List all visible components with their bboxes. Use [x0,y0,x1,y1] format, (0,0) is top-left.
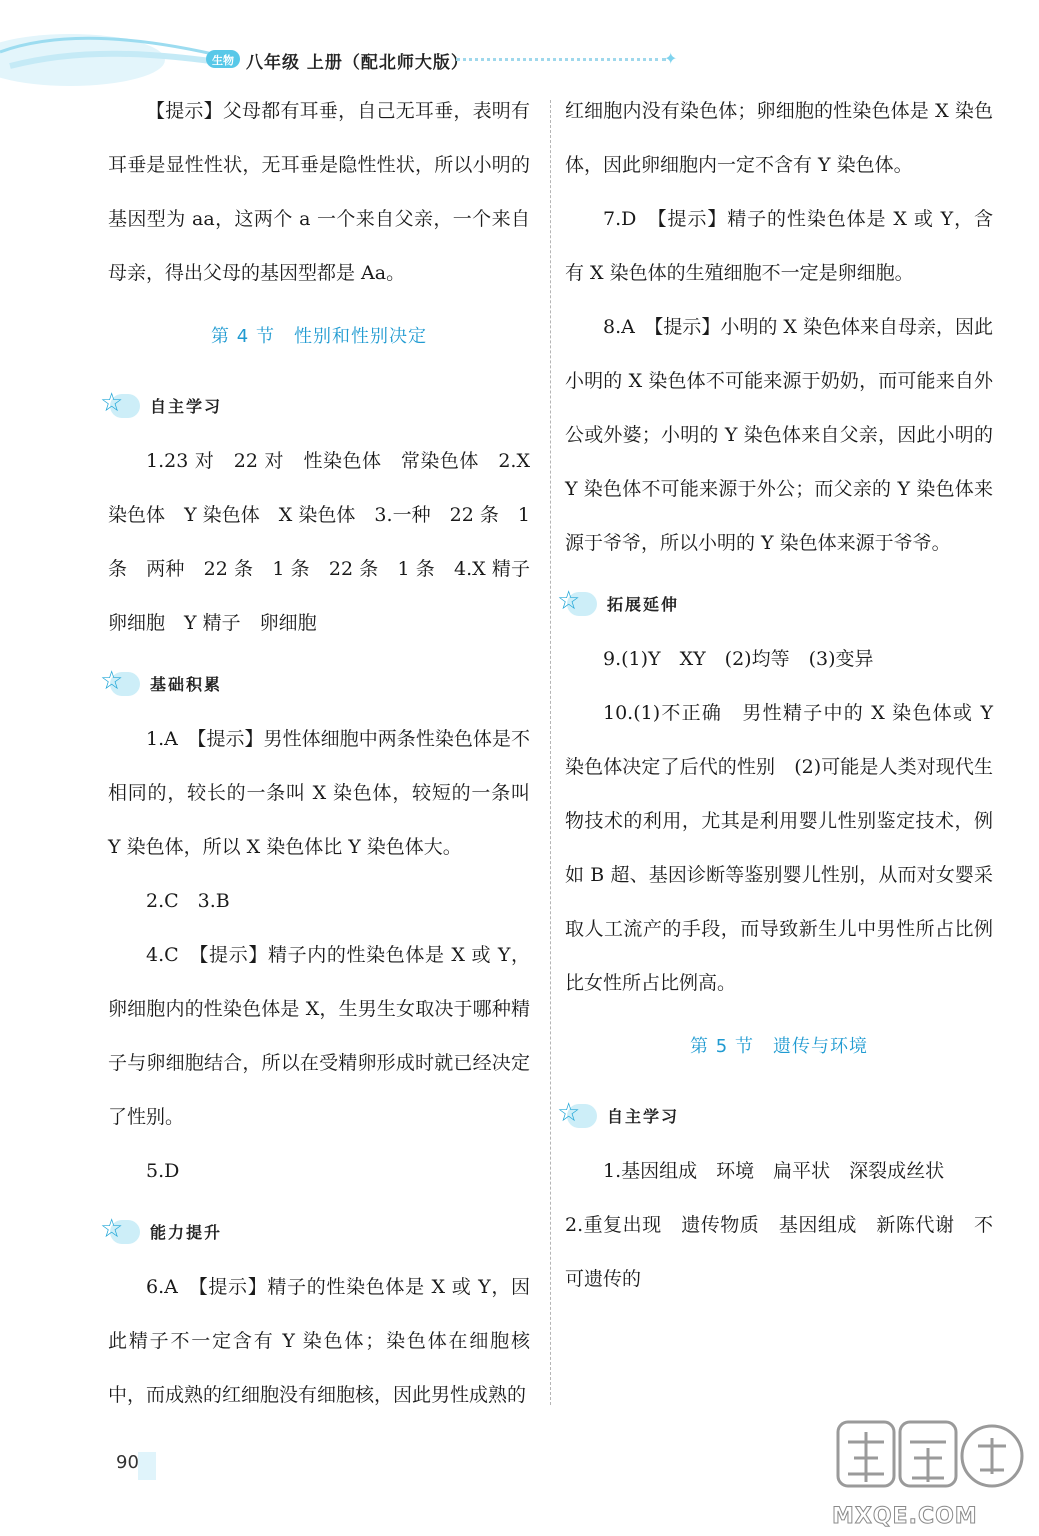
section-head-tuozhan [557,574,993,632]
section-5-title: 第 5 节 遗传与环境 [690,1036,868,1057]
answer-zizhu-2-part2: 2.重复出现 遗传物质 基因组成 新陈代谢 不可遗传的 [565,1214,993,1290]
star-icon: ☆ [100,388,144,422]
section-head-zizhu-2 [557,1086,993,1144]
answer-q7: 7.D 【提示】精子的性染色体是 X 或 Y，含有 X 染色体的生殖细胞不一定是卵细胞。 [565,208,993,284]
header-dotted-line [456,58,666,65]
section-4-title: 第 4 节 性别和性别决定 [211,326,427,347]
header-title: 八年级 上册（配北师大版） [246,53,469,73]
watermark [828,1404,1028,1534]
page-number-highlight [138,1452,156,1480]
page-header [0,0,1039,95]
answer-hint-genotype: 【提示】父母都有耳垂，自己无耳垂，表明有耳垂是显性性状，无耳垂是隐性性状，所以小明的基因型为 aa，这两个 a 一个来自父亲，一个来自母亲，得出父母的基因型都是 Aa。 [108,100,530,284]
section-label: 基础积累 [150,674,223,694]
answer-q6-continued: 红细胞内没有染色体；卵细胞的性染色体是 X 染色体，因此卵细胞内一定不含有 Y 染色体。 [565,100,993,176]
star-icon: ☆ [100,1214,144,1248]
left-column [100,84,550,1422]
star-icon: ☆ [557,586,601,620]
star-icon: ☆ [100,666,144,700]
subject-chip-label: 生物 [212,54,234,67]
star-icon: ☆ [557,1098,601,1132]
answer-q5: 5.D [146,1160,180,1182]
section-label: 自主学习 [607,1106,680,1126]
column-divider [550,100,551,1405]
answer-zizhu: 1.23 对 22 对 性染色体 常染色体 2.X 染色体 Y 染色体 X 染色体 3.一种 22 条 1 条 两种 22 条 1 条 22 条 1 条 4.X 精子 卵细胞 Y 精子 卵细胞 [108,450,550,634]
section-head-nengli [100,1202,530,1260]
section-head-zizhu [100,376,530,434]
page-number: 90 [116,1452,139,1473]
answer-zizhu-2-part1: 1.基因组成 环境 扁平状 深裂成丝状 [603,1160,945,1182]
watermark-logo [834,1408,1024,1504]
subject-chip [206,50,240,68]
section-label: 拓展延伸 [607,594,680,614]
answer-q2-3: 2.C 3.B [146,890,230,912]
section-label: 自主学习 [150,396,223,416]
header-swoosh-decoration [0,0,240,95]
section-head-jichu [100,654,530,712]
watermark-site-text: MXQE.COM [832,1504,978,1529]
answer-q1: 1.A 【提示】男性体细胞中两条性染色体是不相同的，较长的一条叫 X 染色体，较短的一条叫 Y 染色体，所以 X 染色体比 Y 染色体大。 [108,728,530,858]
answer-q9: 9.(1)Y XY (2)均等 (3)变异 [603,648,874,670]
section-label: 能力提升 [150,1222,223,1242]
answer-q10: 10.(1)不正确 男性精子中的 X 染色体或 Y 染色体决定了后代的性别 (2)可能是人类对现代生物技术的利用，尤其是利用婴儿性别鉴定技术，例如 B 超、基因诊断等鉴别婴儿性别，从而对女婴采取人工流产的手段，而导致新生儿中男性所占比例比女性所占比例高。 [565,702,993,994]
sparkle-icon: ✦ [664,49,678,68]
answer-q6: 6.A 【提示】精子的性染色体是 X 或 Y，因此精子不一定含有 Y 染色体；染色体在细胞核中，而成熟的红细胞没有细胞核，因此男性成熟的 [108,1276,530,1406]
answer-q4: 4.C 【提示】精子内的性染色体是 X 或 Y，卵细胞内的性染色体是 X，生男生女取决于哪种精子与卵细胞结合，所以在受精卵形成时就已经决定了性别。 [108,944,530,1128]
right-column [557,84,993,1306]
answer-q8: 8.A 【提示】小明的 X 染色体来自母亲，因此小明的 X 染色体不可能来源于奶奶，而可能来自外公或外婆；小明的 Y 染色体来自父亲，因此小明的 Y 染色体不可能来源于外公；而父亲的 Y 染色体来源于爷爷，所以小明的 Y 染色体来源于爷爷。 [565,316,993,554]
